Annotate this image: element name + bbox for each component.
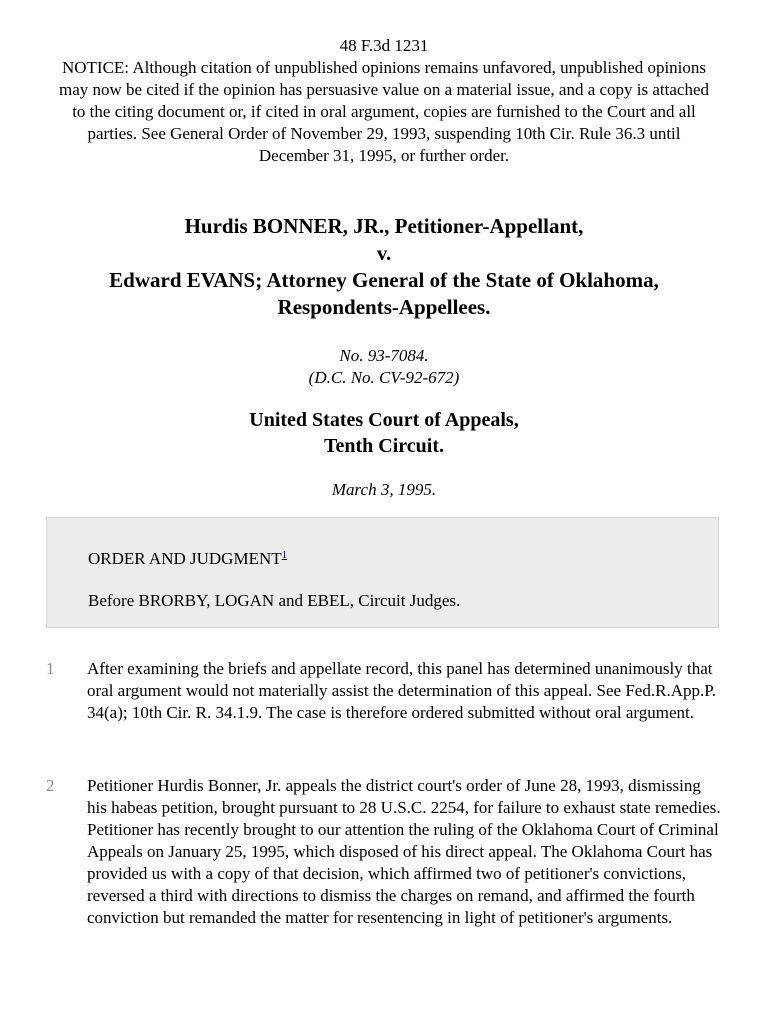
petitioner-name: Hurdis BONNER, JR., Petitioner-Appellant, — [184, 214, 584, 238]
docket-number: No. 93-7084. — [339, 346, 429, 365]
decision-date: March 3, 1995. — [331, 480, 437, 499]
district-court-number: (D.C. No. CV-92-672) — [308, 368, 460, 387]
order-header-box — [46, 517, 719, 628]
case-caption — [30, 213, 738, 321]
order-title-text: ORDER AND JUDGMENT — [88, 549, 282, 568]
unpublished-notice: NOTICE: Although citation of unpublished opinions remains unfavored, unpublished opinions may now be cited if the opinion has persuasive value on a material issue, and a copy is attached to the citing document or, if cited in oral argument, copies are furnished to the Court and all parties. See General Order of November 29, 1993, suspending 10th Cir. Rule 36.3 until December 31, 1995, or further order. — [58, 58, 710, 165]
court-name-line2: Tenth Circuit. — [323, 435, 445, 457]
docket-info — [0, 345, 768, 389]
panel-judges: Before BRORBY, LOGAN and EBEL, Circuit Judges. — [88, 591, 461, 610]
paragraph-text: Petitioner Hurdis Bonner, Jr. appeals the district court's order of June 28, 1993, dismissing his habeas petition, brought pursuant to 28 U.S.C. 2254, for failure to exhaust state remedies. Petitioner has recently brought to our attention the ruling of the Oklahoma Court of Criminal Appeals on January 25, 1995, which disposed of his direct appeal. The Oklahoma Court has provided us with a copy of that decision, which affirmed two of petitioner's convictions, reversed a third with directions to dismiss the charges on remand, and affirmed the fourth conviction but remanded the matter for resentencing in light of petitioner's arguments. — [87, 776, 721, 927]
order-title — [88, 549, 287, 569]
versus-label: v. — [376, 241, 392, 265]
court-name — [0, 407, 768, 459]
paragraph-text: After examining the briefs and appellate record, this panel has determined unanimously that oral argument would not materially assist the determination of this appeal. See Fed.R.App.P. 34(a); 10th Cir. R. 34.1.9. The case is therefore ordered submitted without oral argument. — [87, 659, 717, 722]
paragraph-number: 1 — [46, 659, 55, 678]
reporter-citation: 48 F.3d 1231 — [339, 36, 429, 55]
respondents-name: Edward EVANS; Attorney General of the State of Oklahoma, — [109, 268, 659, 292]
respondents-role: Respondents-Appellees. — [277, 295, 491, 319]
footnote-link[interactable]: 1 — [281, 549, 288, 561]
court-name-line1: United States Court of Appeals, — [249, 409, 519, 431]
paragraph-number: 2 — [46, 776, 55, 795]
